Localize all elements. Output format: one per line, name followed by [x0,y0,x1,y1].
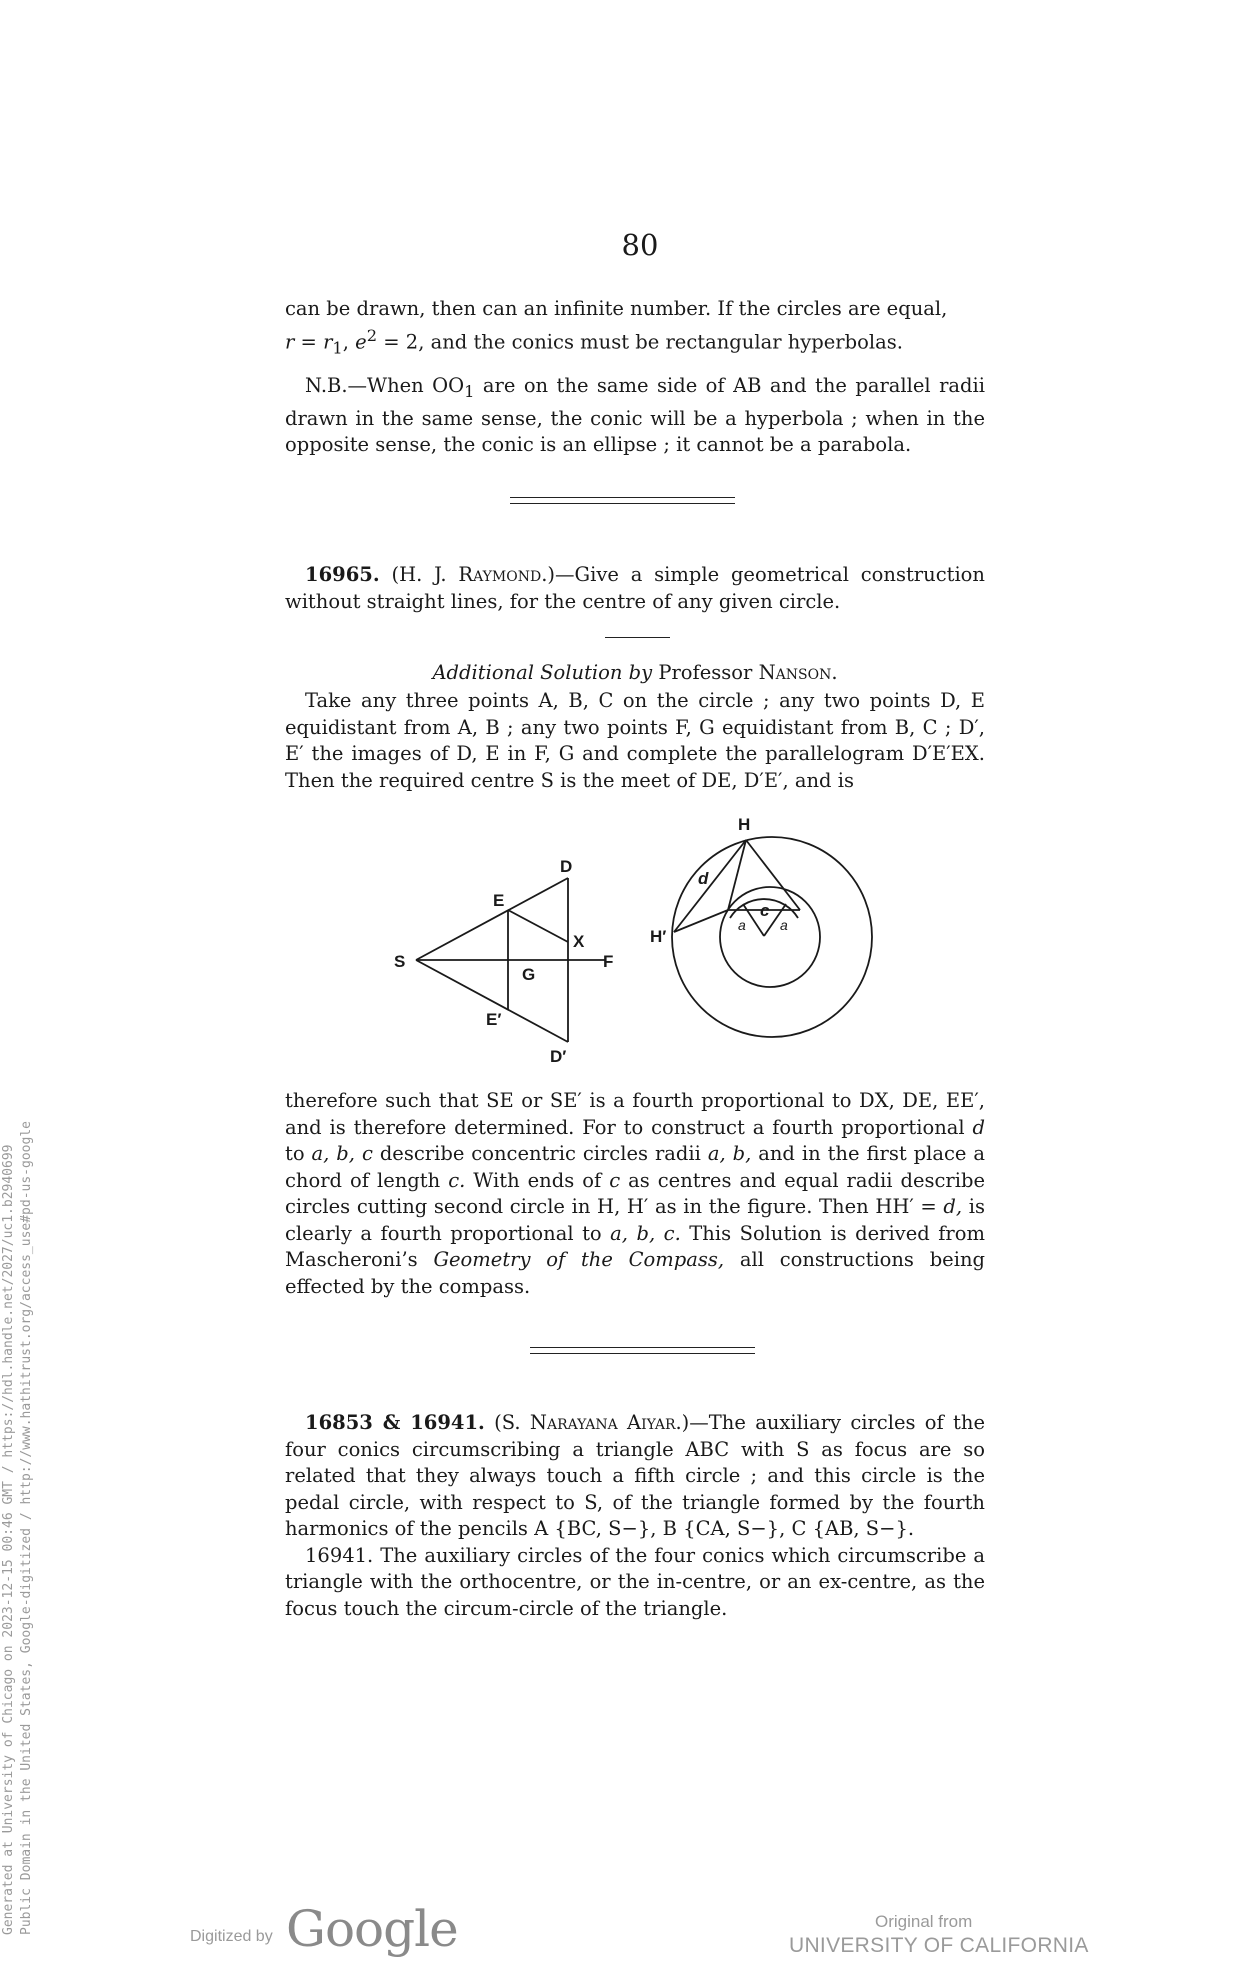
hathitrust-stamp [0,1121,36,1935]
label-hprime: H′ [650,927,667,946]
text-run: is clearly a fourth proportional to [285,1195,985,1245]
label-d: D [560,857,573,876]
var-r1: r [323,330,333,353]
var-d: d [972,1115,985,1139]
inner-circle [720,887,820,987]
page-number: 80 [621,228,659,262]
label-e: E [493,891,505,910]
original-from-text: Original from [875,1912,973,1931]
question-text: —Give a simple geometrical construction without straight lines, for the centre of any given circle. [285,563,985,613]
stamp-line-1: Generated at University of Chicago on 2023-12-15 00:46 GMT / https://hdl.handle.net/2027/uc1.b2940699 [1,1144,16,1935]
solution-text-2 [285,1088,985,1300]
question-16941-statement: 16941. The auxiliary circles of the four conics which circumscribe a triangle with the orthocentre, or the in-centre, or an ex-centre, as the focus touch the circum-circle of the triangle. [285,1543,985,1620]
stamp-line-2: Public Domain in the United States, Google-digitized / http://www.hathitrust.org/access_use#pd-us-google [19,1121,34,1935]
text-run: to [285,1142,312,1165]
section-divider [530,1353,755,1354]
book-title: Geometry of the Compass, [433,1248,725,1271]
author-close: .) [675,1411,690,1434]
figure-left-labels [394,857,613,1066]
text-run: therefore such that SE or SE′ is a fourth proportional to DX, DE, EE′, and is therefore determined. For to construct a fourth proportional [285,1089,985,1139]
intro-line-1: can be drawn, then can an infinite number. If the circles are equal, [285,297,948,320]
var-ab: a, b, [707,1142,752,1165]
var-abc: a, b, c [311,1142,373,1165]
intro-text [285,296,985,459]
label-a-left: a [738,917,746,933]
solution-heading-rest: Professor [652,661,759,684]
label-a-right: a [780,917,788,933]
construction-lines [416,878,605,1042]
label-s: S [394,952,406,971]
superscript-2: 2 [366,325,378,345]
label-x: X [573,932,585,951]
google-logo: Google [286,1900,458,1958]
question-16965-statement [285,562,985,615]
text-run: With ends of [465,1168,610,1192]
label-d: d [698,869,709,888]
author-open: (S. [484,1411,530,1434]
author-name: Raymond [458,563,542,586]
solution-heading-italic: Additional Solution by [432,661,653,684]
label-f: F [603,952,614,971]
intro-line-2-rest: = 2, and the conics must be rectangular hyperbolas. [377,330,903,353]
circles-and-chords [672,837,872,1037]
question-text: —The auxiliary circles of the four conics circumscribing a triangle ABC with S as focus are so related that they always touch a fifth circle ; and this circle is the pedal circle, with respect to S, of the triangle formed by the fourth harmonics of the pencils A {BC, S−}, B {CA, S−}, C {AB, S−}. [285,1411,985,1540]
author-open: (H. J. [379,563,459,586]
var-e: e [355,330,367,353]
question-16853-16941 [285,1410,985,1622]
solution-paragraph-2 [285,1088,985,1300]
equals: = [294,330,324,353]
line-s-d [416,878,568,960]
question-16965 [285,562,985,615]
question-number: 16853 & 16941. [305,1411,485,1434]
subscript-1: 1 [332,337,343,357]
short-divider [605,637,670,638]
solution-text-1: Take any three points A, B, C on the circle ; any two points D, E equidistant from A, B ; any two points F, G equidistant from B, C ; D′, E′ the images of D, E in F, G and complete the parallelogram D′E′EX. Then the required centre S is the meet of DE, D′E′, and is [285,689,985,792]
nb-rest: are on the same side of AB and the parallel radii drawn in the same sense, the conic will be a hyperbola ; when in the opposite sense, the conic is an ellipse ; it cannot be a parabola. [285,374,985,457]
nb-start: N.B.—When OO [305,374,465,398]
intro-paragraph-1 [285,296,985,361]
figure-right-concentric-circles [640,800,880,1050]
label-h: H [738,815,751,834]
solution-heading-end: . [831,661,838,684]
solution-paragraph-1 [285,688,985,794]
text-run: and in the first place a chord of length [285,1142,985,1192]
question-16853-statement [285,1410,985,1543]
var-r: r [285,330,295,353]
figure-left-construction [390,850,630,1070]
section-divider [530,1347,755,1348]
comma: , [342,330,356,353]
label-g: G [522,965,536,984]
line-s-dprime [416,960,568,1042]
solution-heading [285,660,985,687]
label-c: c [760,901,770,920]
subscript-1: 1 [464,382,475,402]
label-eprime: E′ [486,1010,502,1029]
section-divider [510,497,735,498]
text-run: describe concentric circles radii [372,1142,708,1165]
figure-right-labels [650,815,788,946]
label-dprime: D′ [550,1047,567,1066]
university-name: UNIVERSITY OF CALIFORNIA [789,1934,1089,1957]
line-e-x [508,910,568,942]
text-run: as centres and equal radii describe circles cutting second circle in H, H′ as in the figure. Then HH′ = [285,1168,985,1218]
text-run: all constructions being effected by the compass. [285,1248,985,1298]
author-name: Narayana Aiyar [529,1411,676,1434]
solver-name: Nanson [758,661,832,684]
var-c: c. [448,1168,466,1192]
section-divider [510,503,735,504]
digitized-by-text: Digitized by [190,1928,273,1945]
question-number: 16965. [305,563,380,586]
outer-circle [672,837,872,1037]
var-d: d, [943,1195,963,1218]
var-abc: a, b, c. [610,1221,681,1245]
var-c: c [609,1168,621,1192]
text-run: This Solution is derived from Mascheroni’s [285,1221,985,1271]
author-close: .) [541,563,555,586]
nb-paragraph [285,373,985,458]
